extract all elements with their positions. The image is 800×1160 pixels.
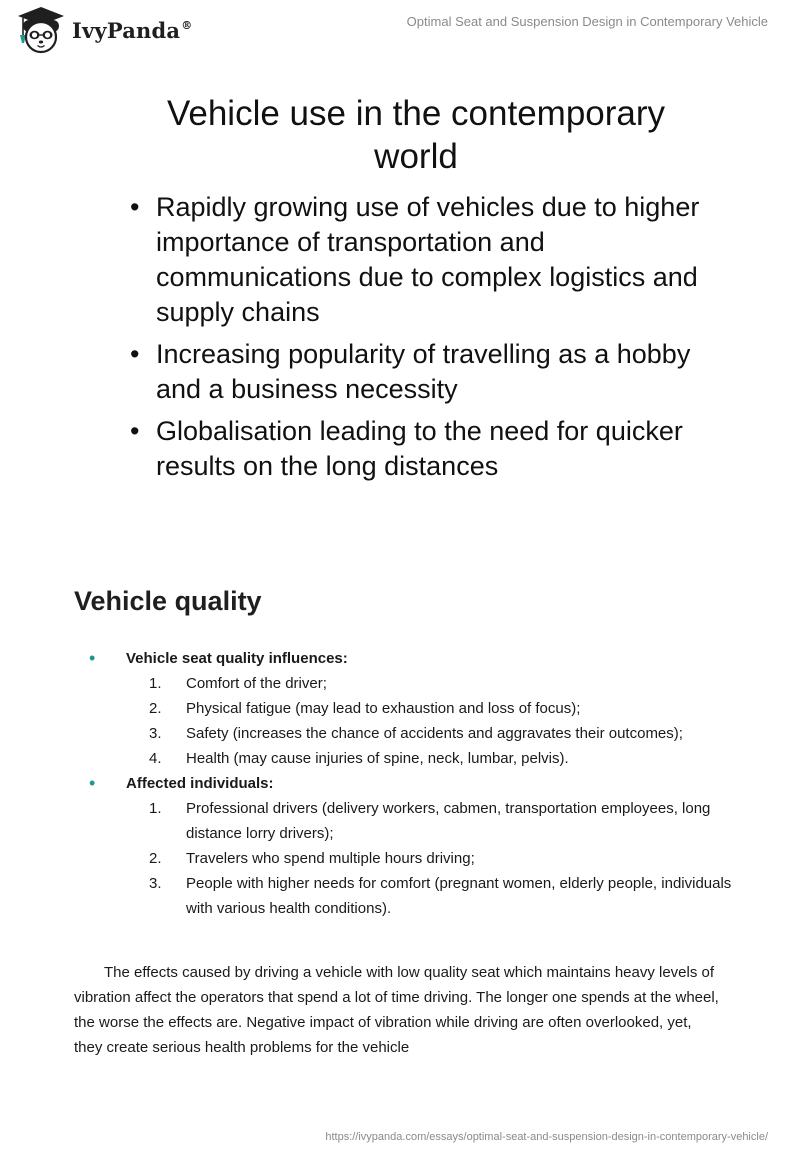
site-logo[interactable] xyxy=(14,6,192,54)
source-url-link[interactable]: https://ivypanda.com/essays/optimal-seat-and-suspension-design-in-contemporary-vehicle/ xyxy=(325,1131,768,1143)
bullet-icon: • xyxy=(130,339,140,369)
slide-bullet xyxy=(128,190,708,330)
list-item: 3. People with higher needs for comfort (pregnant women, elderly people, individuals with various health conditions). xyxy=(149,875,732,917)
list-item: 4. Health (may cause injuries of spine, neck, lumbar, pelvis). xyxy=(149,750,569,767)
teal-bullet-icon: • xyxy=(89,773,96,793)
list-item: 2. Physical fatigue (may lead to exhaustion and loss of focus); xyxy=(149,700,581,717)
list-item: 3. Safety (increases the chance of accidents and aggravates their outcomes); xyxy=(149,725,683,742)
list-item: 1. Professional drivers (delivery workers, cabmen, transportation employees, long distance lorry drivers); xyxy=(149,800,711,842)
slide-bullet-text: Increasing popularity of travelling as a hobby and a business necessity xyxy=(156,339,691,404)
bullet-icon: • xyxy=(130,192,140,222)
slide-bullet-text: Globalisation leading to the need for quicker results on the long distances xyxy=(156,416,683,481)
slide-bullet-text: Rapidly growing use of vehicles due to higher importance of transportation and communications due to complex logistics and supply chains xyxy=(156,192,700,327)
section-heading: Vehicle quality xyxy=(74,586,262,616)
brand-name: IvyPanda® xyxy=(72,17,193,43)
list-item: 1. Comfort of the driver; xyxy=(149,675,327,692)
list-item: 2. Travelers who spend multiple hours driving; xyxy=(149,850,475,867)
teal-bullet-icon: • xyxy=(89,648,96,668)
panda-graduate-icon xyxy=(14,5,68,55)
body-paragraph: The effects caused by driving a vehicle with low quality seat which maintains heavy levels of vibration affect the operators that spend a lot of time driving. The longer one spends at the wheel, the worse the effects are. Negative impact of vibration while driving are often overlooked, yet, they create serious health problems for the vehicle xyxy=(74,964,719,1056)
slide-title: Vehicle use in the contemporary world xyxy=(166,94,666,176)
group-title: • Affected individuals: xyxy=(74,771,754,796)
quality-list xyxy=(74,646,754,921)
bullet-icon: • xyxy=(130,416,140,446)
slide-bullet-list xyxy=(128,190,708,491)
page-header xyxy=(0,0,800,60)
document-title: Optimal Seat and Suspension Design in Contemporary Vehicle xyxy=(406,14,768,29)
slide-bullet xyxy=(128,337,708,407)
group-title: • Vehicle seat quality influences: xyxy=(74,646,754,671)
slide-bullet xyxy=(128,414,708,484)
